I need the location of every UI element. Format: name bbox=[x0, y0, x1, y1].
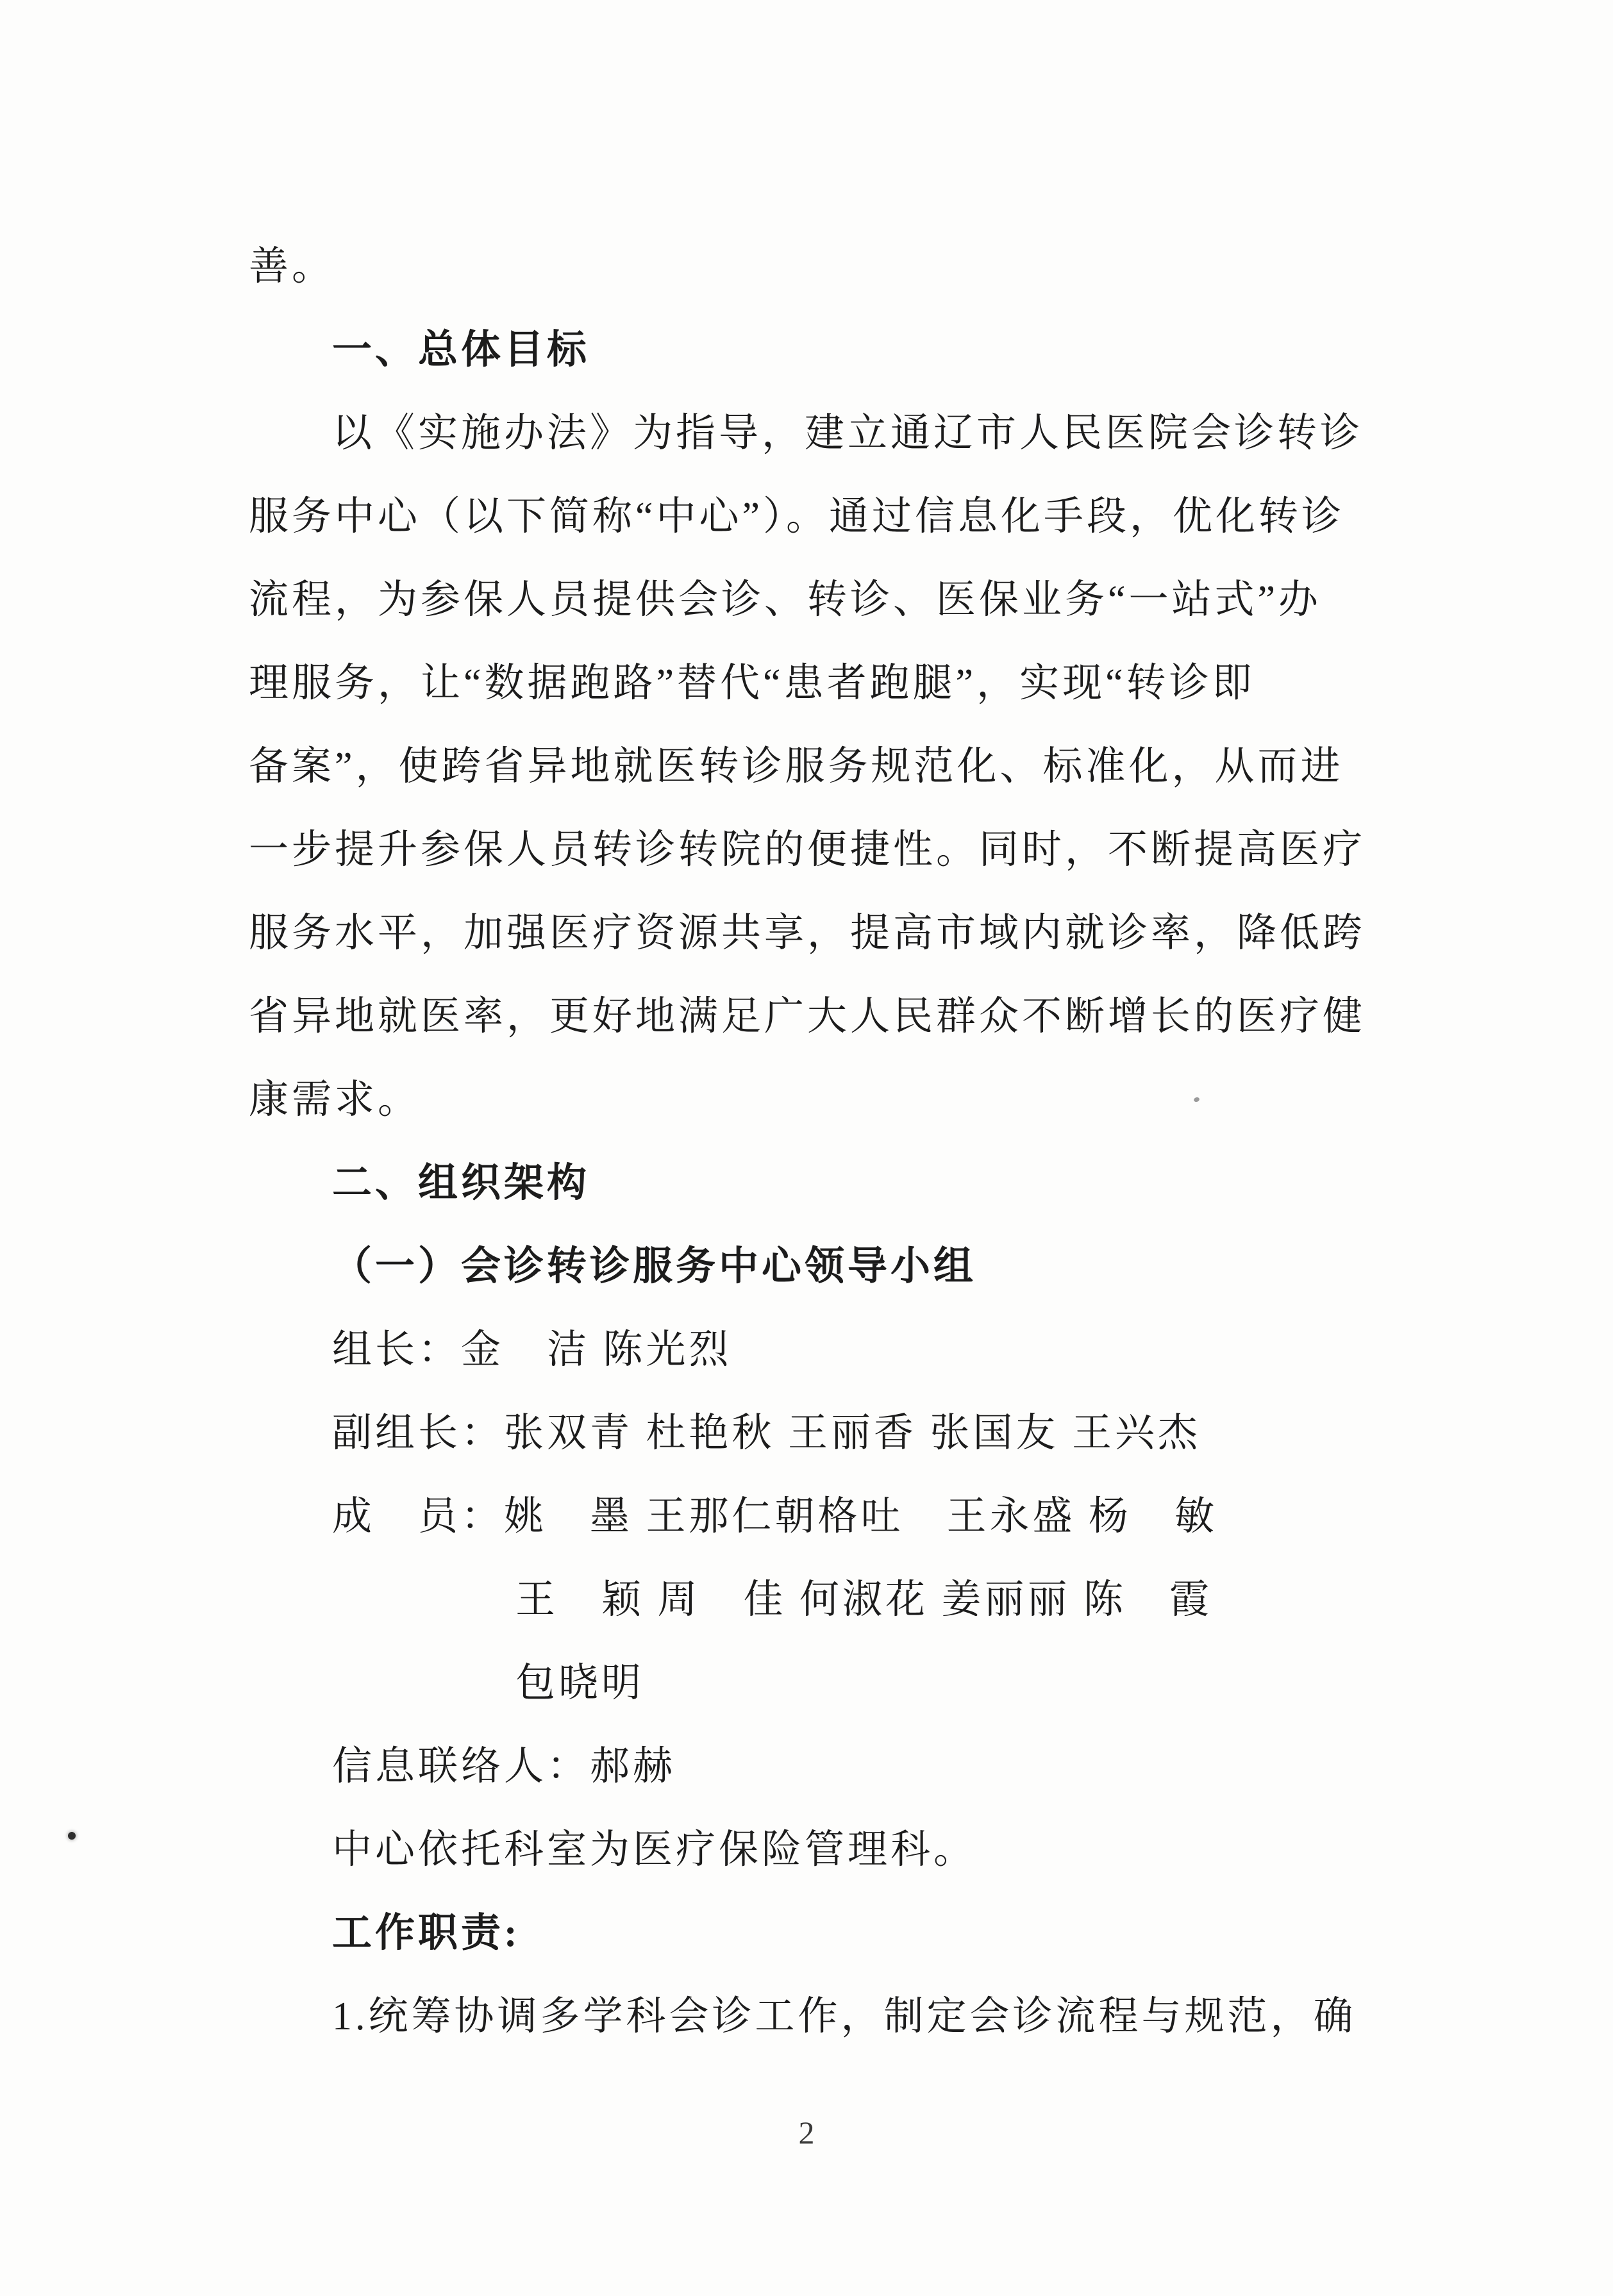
scan-speck-dark bbox=[68, 1832, 76, 1840]
paragraph-line: 一步提升参保人员转诊转院的便捷性。同时，不断提高医疗 bbox=[249, 828, 1366, 872]
paragraph-line: 服务中心（以下简称“中心”）。通过信息化手段，优化转诊 bbox=[249, 495, 1345, 538]
line-group-leader: 组长：金 洁 陈光烈 bbox=[332, 1328, 732, 1372]
line-duty-item-1: 1.统筹协调多学科会诊工作，制定会诊流程与规范，确 bbox=[332, 1995, 1357, 2038]
line-members-continued-2: 包晓明 bbox=[515, 1661, 645, 1705]
paragraph-line: 省异地就医率，更好地满足广大人民群众不断增长的医疗健 bbox=[249, 995, 1366, 1038]
paragraph-line: 理服务，让“数据跑路”替代“患者跑腿”，实现“转诊即 bbox=[249, 661, 1255, 705]
line-deputy-leaders: 副组长：张双青 杜艳秋 王丽香 张国友 王兴杰 bbox=[332, 1411, 1201, 1455]
paragraph-line: 备案”，使跨省异地就医转诊服务规范化、标准化，从而进 bbox=[249, 745, 1344, 788]
paragraph-line: 服务水平，加强医疗资源共享，提高市域内就诊率，降低跨 bbox=[249, 911, 1366, 955]
heading-work-responsibilities: 工作职责: bbox=[332, 1911, 521, 1955]
paragraph-line: 以《实施办法》为指导，建立通辽市人民医院会诊转诊 bbox=[332, 412, 1364, 455]
line-host-department: 中心依托科室为医疗保险管理科。 bbox=[332, 1828, 977, 1872]
document-text-block bbox=[249, 225, 1377, 2058]
page-number: 2 bbox=[798, 2115, 815, 2150]
line-members: 成 员：姚 墨 王那仁朝格吐 王永盛 杨 敏 bbox=[332, 1495, 1218, 1538]
line-members-continued-1: 王 颖 周 佳 何淑花 姜丽丽 陈 霞 bbox=[515, 1578, 1213, 1622]
heading-section-2-organization: 二、组织架构 bbox=[332, 1161, 590, 1205]
heading-leading-group: （一）会诊转诊服务中心领导小组 bbox=[332, 1245, 977, 1288]
paragraph-line: 流程，为参保人员提供会诊、转诊、医保业务“一站式”办 bbox=[249, 578, 1322, 622]
heading-section-1-overall-goal: 一、总体目标 bbox=[332, 328, 590, 372]
paragraph-tail-line: 善。 bbox=[249, 245, 335, 288]
line-info-liaison: 信息联络人：郝赫 bbox=[332, 1745, 676, 1788]
paragraph-tail-line: 康需求。 bbox=[249, 1078, 421, 1122]
